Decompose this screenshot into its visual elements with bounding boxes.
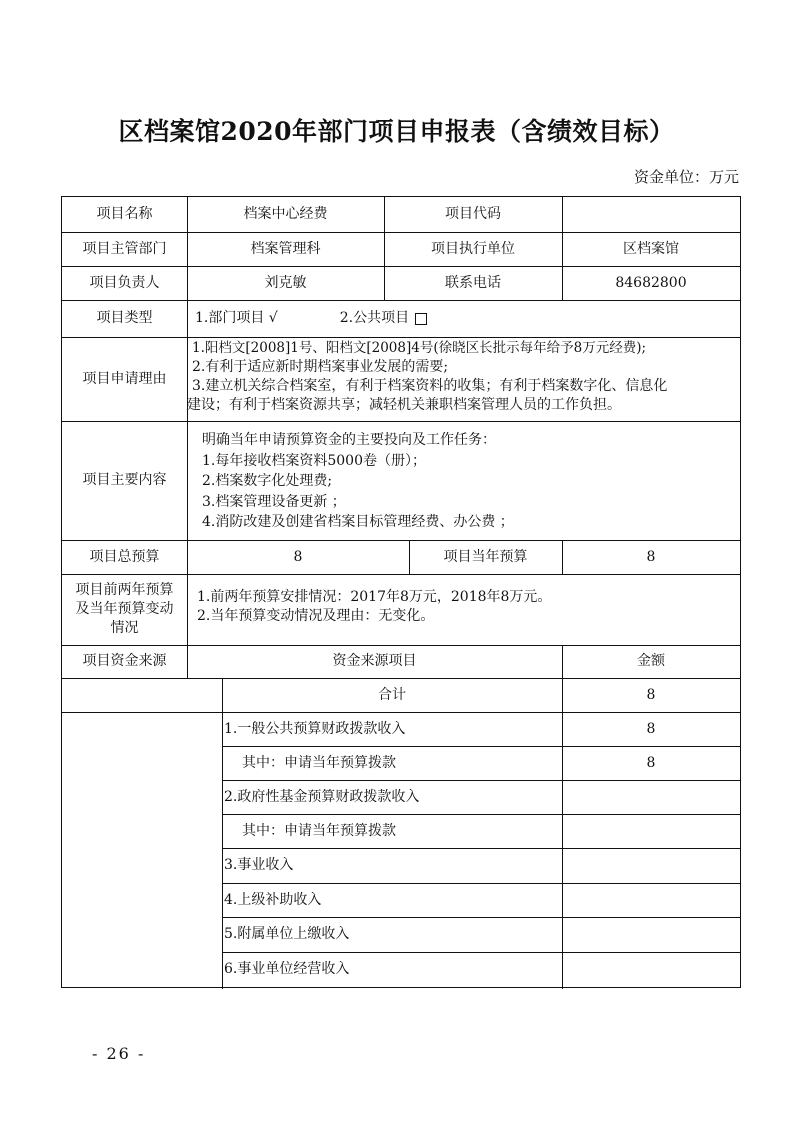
- project-name-field: 档案中心经费: [243, 206, 328, 222]
- funding-row-label: 4.上级补助收入: [224, 891, 322, 908]
- reason-line: 2.有利于适应新时期档案事业发展的需要;: [192, 359, 449, 375]
- type-label: 项目类型: [96, 310, 153, 326]
- change-label: [62, 574, 187, 645]
- total-budget-field: 8: [293, 548, 303, 565]
- funding-row-label: 其中：申请当年预算拨款: [242, 754, 396, 771]
- change-label-line: 项目前两年预算: [75, 582, 174, 598]
- reason-line: 3.建立机关综合档案室，有利于档案资料的收集；有利于档案数字化、信息化: [192, 378, 668, 394]
- funding-row-label: 6.事业单位经营收入: [224, 961, 350, 977]
- type-option-public: 2.公共项目: [339, 310, 410, 326]
- content-label: 项目主要内容: [82, 472, 167, 488]
- funding-row-amount: [562, 952, 740, 987]
- project-code-field: [562, 197, 740, 232]
- funding-item-header: 资金来源项目: [332, 653, 417, 669]
- dept-field: 档案管理科: [250, 240, 321, 257]
- content-line: 4.消防改建及创建省档案目标管理经费、办公费 ；: [202, 514, 514, 530]
- exec-unit-field: 区档案馆: [623, 240, 679, 257]
- funding-row-label: 其中：申请当年预算拨款: [242, 822, 396, 839]
- funding-row-amount: 8: [646, 754, 656, 771]
- leader-field: 刘克敏: [264, 274, 307, 291]
- amount-header: 金额: [637, 653, 665, 669]
- project-name-label: 项目名称: [96, 206, 153, 222]
- total-budget-label: 项目总预算: [89, 548, 160, 565]
- content-field: [187, 421, 740, 540]
- content-line: 2.档案数字化处理费;: [202, 473, 333, 489]
- page-title: 区档案馆2020年部门项目申报表（含绩效目标）: [118, 117, 675, 146]
- page-number: - 26 -: [92, 1044, 146, 1063]
- change-line: 1.前两年预算安排情况：2017年8万元，2018年8万元。: [197, 589, 552, 605]
- content-line: 1.每年接收档案资料5000卷（册）；: [202, 452, 426, 469]
- content-line: 明确当年申请预算资金的主要投向及工作任务：: [202, 432, 496, 448]
- funding-row-label: 3.事业收入: [224, 857, 294, 873]
- exec-unit-label: 项目执行单位: [431, 240, 515, 257]
- funding-row-amount: 8: [646, 720, 656, 737]
- change-label-line: 情况: [110, 620, 139, 636]
- funding-row-label: 合计: [378, 686, 406, 703]
- funding-row-amount: [562, 814, 740, 848]
- project-form-table: [61, 196, 741, 988]
- reason-field: [187, 337, 740, 421]
- funding-row-label: 5.附属单位上缴收入: [224, 926, 350, 942]
- type-option-department: 1.部门项目 √: [195, 310, 278, 326]
- type-field: [187, 300, 740, 337]
- funding-row-amount: [562, 848, 740, 883]
- funding-row-label: 2.政府性基金预算财政拨款收入: [224, 788, 420, 805]
- phone-label: 联系电话: [445, 274, 501, 291]
- funding-row-amount: [562, 780, 740, 814]
- unit-label: 资金单位：万元: [633, 168, 739, 186]
- checkbox-icon: [415, 313, 427, 325]
- content-line: 3.档案管理设备更新 ；: [202, 493, 346, 510]
- funding-label: 项目资金来源: [82, 653, 167, 669]
- leader-label: 项目负责人: [89, 274, 160, 291]
- current-budget-field: 8: [646, 548, 656, 565]
- funding-row-amount: 8: [646, 686, 656, 703]
- change-label-line: 及当年预算变动: [75, 601, 174, 617]
- reason-line: 建设；有利于档案资源共享；减轻机关兼职档案管理人员的工作负担。: [187, 397, 621, 413]
- dept-label: 项目主管部门: [82, 240, 167, 257]
- reason-line: 1.阳档文[2008]1号、阳档文[2008]4号(徐晓区长批示每年给予8万元经费);: [192, 340, 647, 356]
- current-budget-label: 项目当年预算: [443, 548, 528, 565]
- change-line: 2.当年预算变动情况及理由：无变化。: [197, 608, 435, 624]
- funding-row-label: 1.一般公共预算财政拨款收入: [224, 720, 406, 737]
- phone-field: 84682800: [615, 274, 687, 291]
- reason-label: 项目申请理由: [82, 370, 167, 387]
- funding-row-amount: [562, 883, 740, 917]
- project-code-label: 项目代码: [445, 206, 501, 222]
- change-field: [187, 574, 740, 645]
- funding-row-amount: [562, 917, 740, 952]
